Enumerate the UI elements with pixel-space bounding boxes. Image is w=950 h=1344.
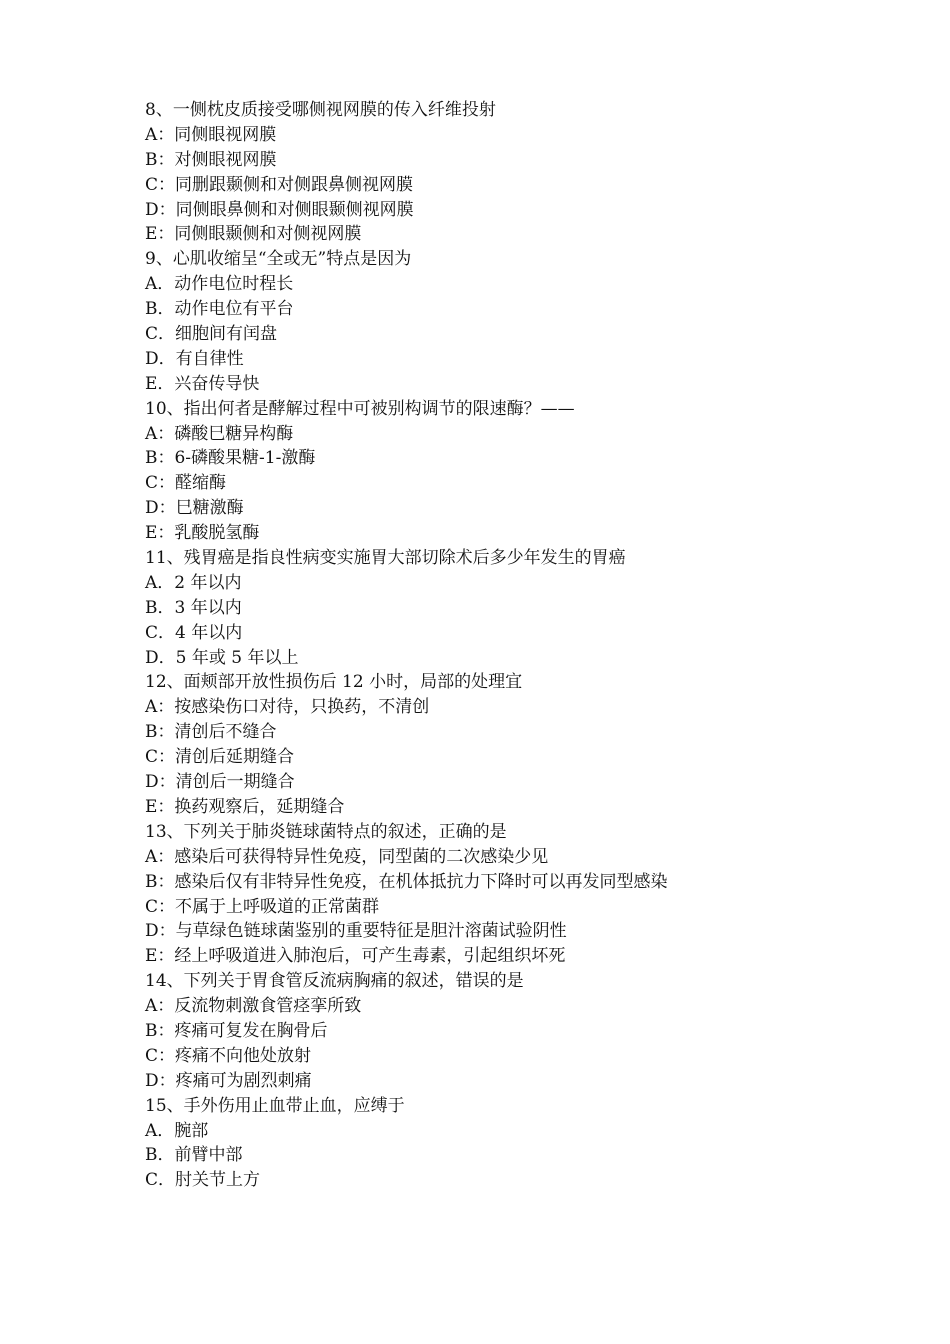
option-b: B：对侧眼视网膜 <box>145 149 277 170</box>
option-c: C：疼痛不向他处放射 <box>145 1045 312 1066</box>
option-d: D：清创后一期缝合 <box>145 772 295 793</box>
option-d: D：同侧眼鼻侧和对侧眼颞侧视网膜 <box>145 199 414 220</box>
option-c: C．细胞间有闰盘 <box>145 324 278 345</box>
option-e: E：同侧眼颞侧和对侧视网膜 <box>145 224 362 245</box>
option-b: B．动作电位有平台 <box>145 299 294 320</box>
option-d: D：与草绿色链球菌鉴别的重要特征是胆汁溶菌试验阴性 <box>145 921 567 942</box>
option-c: C：同删跟颞侧和对侧跟鼻侧视网膜 <box>145 174 414 195</box>
option-d: D．5 年或 5 年以上 <box>145 647 299 668</box>
question-9: 9、心肌收缩呈“全或无”特点是因为 <box>145 249 412 270</box>
option-c: C．肘关节上方 <box>145 1170 261 1191</box>
question-10: 10、指出何者是酵解过程中可被别构调节的限速酶？—— <box>145 398 575 419</box>
option-e: E：经上呼吸道进入肺泡后，可产生毒素，引起组织坏死 <box>145 946 566 967</box>
option-e: E．兴奋传导快 <box>145 373 260 394</box>
option-d: D：巳糖激酶 <box>145 498 244 519</box>
question-list <box>145 98 845 1193</box>
option-c: C：清创后延期缝合 <box>145 747 295 768</box>
question-15: 15、手外伤用止血带止血，应缚于 <box>145 1095 405 1116</box>
question-13: 13、下列关于肺炎链球菌特点的叙述，正确的是 <box>145 821 507 842</box>
option-a: A．动作电位时程长 <box>145 274 294 295</box>
option-c: C：不属于上呼吸道的正常菌群 <box>145 896 380 917</box>
option-c: C．4 年以内 <box>145 622 243 643</box>
option-c: C：醛缩酶 <box>145 473 227 494</box>
option-e: E：换药观察后，延期缝合 <box>145 796 345 817</box>
option-a: A：感染后可获得特异性免疫，同型菌的二次感染少见 <box>145 846 549 867</box>
option-a: A．2 年以内 <box>145 572 242 593</box>
option-b: B：感染后仅有非特异性免疫，在机体抵抗力下降时可以再发同型感染 <box>145 871 668 892</box>
option-b: B．前臂中部 <box>145 1145 243 1166</box>
option-b: B：疼痛可复发在胸骨后 <box>145 1020 328 1041</box>
option-a: A：磷酸巳糖异构酶 <box>145 423 294 444</box>
option-b: B：清创后不缝合 <box>145 722 277 743</box>
option-d: D：疼痛可为剧烈刺痛 <box>145 1070 312 1091</box>
question-11: 11、残胃癌是指良性病变实施胃大部切除术后多少年发生的胃癌 <box>145 548 626 569</box>
question-12: 12、面颊部开放性损伤后 12 小时，局部的处理宜 <box>145 672 523 693</box>
option-b: B．3 年以内 <box>145 597 242 618</box>
option-a: A．腕部 <box>145 1120 209 1141</box>
option-a: A：按感染伤口对待，只换药，不清创 <box>145 697 430 718</box>
option-d: D．有自律性 <box>145 348 244 369</box>
option-e: E：乳酸脱氢酶 <box>145 523 260 544</box>
question-14: 14、下列关于胃食管反流病胸痛的叙述，错误的是 <box>145 971 524 992</box>
option-b: B：6-磷酸果糖-1-激酶 <box>145 448 316 469</box>
question-8: 8、一侧枕皮质接受哪侧视网膜的传入纤维投射 <box>145 100 496 120</box>
option-a: A：反流物刺激食管痉挛所致 <box>145 996 362 1017</box>
option-a: A：同侧眼视网膜 <box>145 124 277 145</box>
